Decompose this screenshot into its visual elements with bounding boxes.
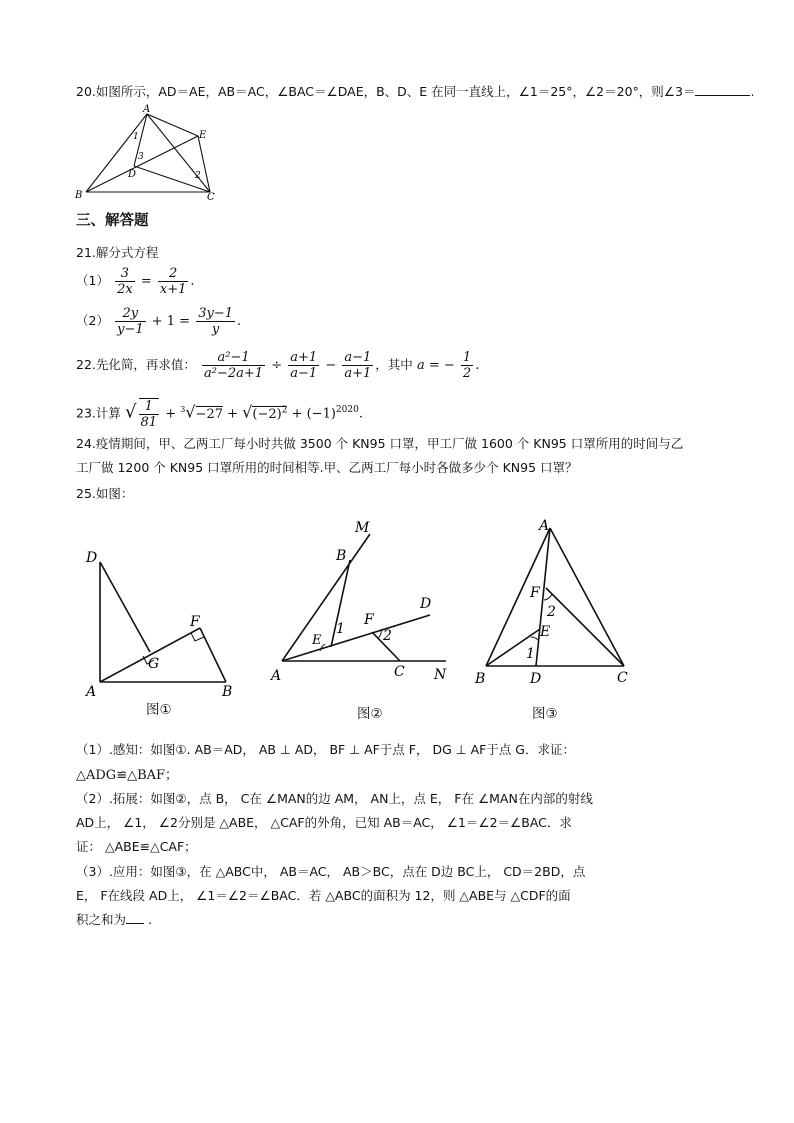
q25-p1-line2: △ADG≌△BAF； [76,768,179,783]
q22-op1: ÷ [271,358,283,373]
section-title: 三、解答题 [76,212,149,229]
q21-p1-rhs: $\frac{2}{x+1}$ [159,266,187,297]
fig3-label-a: A [539,518,550,534]
q23-plus2: + [227,406,239,422]
q25-answer-blank[interactable] [126,911,144,924]
q25-title: 25.如图： [76,486,134,501]
q23-plus3: + [291,406,303,422]
fig3-label-f: F [530,585,540,601]
q21-p1-lhs: $\frac{3}{2x}$ [117,266,133,297]
q21-p2-label: （2） [76,313,109,328]
q22-frac1: $\frac{\text{a²−1}}{\text{a²−2a+1}}$ [204,350,264,381]
q23-plus1: + [165,406,177,422]
q21-p1-label: （1） [76,273,109,288]
fig20-angle-2: 2 [195,171,201,181]
q24-line2: 工厂做 1200 个 KN95 口罩所用的时间相等.甲、乙两工厂每小时各做多少个 KN95 口罩？ [76,460,578,475]
fig2-caption: 图② [357,706,383,722]
q21-p2-lhs: $\frac{2y}{y-1}$ [117,306,144,337]
fig2-label-e: E [312,633,322,648]
q21-part1: （1） $\frac{3}{2x}$ = $\frac{2}{x+1}$ . [76,266,195,297]
fig2-label-c: C [394,664,405,680]
q22-op2: − [325,358,337,373]
fig1-label-d: D [86,550,98,566]
fig2-angle-2: 2 [383,628,392,644]
q21-part2: （2） $\frac{2y}{y-1}$ + 1 = $\frac{3y-1}{y}$ . [76,306,242,337]
q22-prefix: 22.先化简，再求值： [76,357,196,372]
q23-term4: (−1) [306,406,336,422]
fig20-label-e: E [199,130,207,141]
q25-p3-text: 积之和为 [76,912,127,927]
fig3-caption: 图③ [532,706,558,722]
q23-line: 23.计算 √ $\frac{1}{81}$ + $^3√-27 + √(-2)^2 + (-1)^{2020}$. [76,399,363,430]
q21-p2-rhs: $\frac{3y-1}{y}$ [198,306,233,337]
q23-term3: $(-2)^2$ [252,405,288,422]
q25-p3-line1: （3）.应用：如图③，在 △ABC中， AB＝AC， AB＞BC，点在 D边 BC上， CD＝2BD，点 [76,864,586,879]
fig3-label-c: C [617,670,628,686]
fig20-label-d: D [128,169,137,180]
q23-root-index: 3 [180,405,186,415]
fig1-label-f: F [190,614,200,630]
q23-term1: $\frac{1}{81}$ [140,399,158,430]
fig2-label-m: M [355,520,370,536]
fig1-label-a: A [86,684,97,700]
fig1-label-g: G [148,656,160,672]
q25-p2-line3: 证： △ABE≌△CAF； [76,839,197,854]
q23-term4-exp: 2020 [335,405,359,416]
q21-title: 21.解分式方程 [76,245,159,260]
q22-frac3: $\frac{a-1}{a+1}$ [344,350,372,381]
q25-p1-line1: （1）.感知：如图①. AB＝AD， AB ⊥ AD， BF ⊥ AF于点 F， DG ⊥ AF于点 G．求证： [76,742,575,757]
q23-prefix: 23.计算 [76,405,121,421]
fig3-label-b: B [475,671,486,687]
q20-answer-blank[interactable] [695,83,750,96]
q22-value: $\frac{1}{2}$ [462,350,472,381]
fig20-label-b: B [75,190,83,201]
q25-figure-3 [470,512,640,692]
q20-line [76,82,754,100]
q25-p3-line3: 积之和为 . [76,912,152,927]
fig2-label-f: F [364,612,374,628]
q22-frac2: $\frac{a+1}{a-1}$ [290,350,318,381]
q22-mid: ，其中 [375,357,413,372]
fig3-angle-2: 2 [547,604,556,620]
fig3-angle-1: 1 [526,646,535,662]
fig20-label-c: C [207,192,215,202]
q25-figure-1 [80,540,250,700]
q23-term2: −27 [195,406,223,422]
q21-p1-eq: = [140,274,152,289]
q20-figure [72,102,222,202]
q21-p2-plus: + 1 = [151,314,191,329]
fig1-caption: 图① [146,702,172,718]
q22-line: 22.先化简，再求值： $\frac{\text{a²−1}}{\text{a²−2a+1}}$ ÷ $\frac{a+1}{a-1}$ − $\frac{a-1}{a+1}$ ，其中 a = − $\frac{1}{2}$ . [76,350,480,381]
fig2-label-d: D [420,596,432,612]
q24-line1: 24.疫情期间，甲、乙两工厂每小时共做 3500 个 KN95 口罩，甲工厂做 1600 个 KN95 口罩所用的时间与乙 [76,436,684,451]
fig2-label-b: B [336,548,347,564]
fig2-angle-1: 1 [336,621,345,637]
q22-var: a = − [416,358,455,373]
fig20-angle-3: 3 [138,152,144,162]
fig20-label-a: A [143,104,151,115]
q20-end: . [750,84,755,99]
fig20-angle-1: 1 [133,132,139,142]
fig1-label-b: B [222,684,233,700]
q25-figure-2 [268,520,458,690]
fig3-label-e: E [540,624,551,640]
q25-p2-line2: AD上， ∠1， ∠2分别是 △ABE， △CAF的外角，已知 AB＝AC， ∠1＝∠2＝∠BAC．求 [76,815,572,830]
q20-text: 20.如图所示，AD＝AE，AB＝AC，∠BAC＝∠DAE，B、D、E 在同一直线上，∠1＝25°，∠2＝20°，则∠3＝ [76,84,696,99]
q25-p2-line1: （2）.拓展：如图②，点 B， C在 ∠MAN的边 AM， AN上，点 E， F在 ∠MAN在内部的射线 [76,791,593,806]
fig3-label-d: D [530,671,542,687]
q25-p3-line2: E， F在线段 AD上， ∠1＝∠2＝∠BAC．若 △ABC的面积为 12，则 △ABE与 △CDF的面 [76,888,571,903]
fig2-label-n: N [434,667,447,683]
fig2-label-a: A [271,668,282,684]
